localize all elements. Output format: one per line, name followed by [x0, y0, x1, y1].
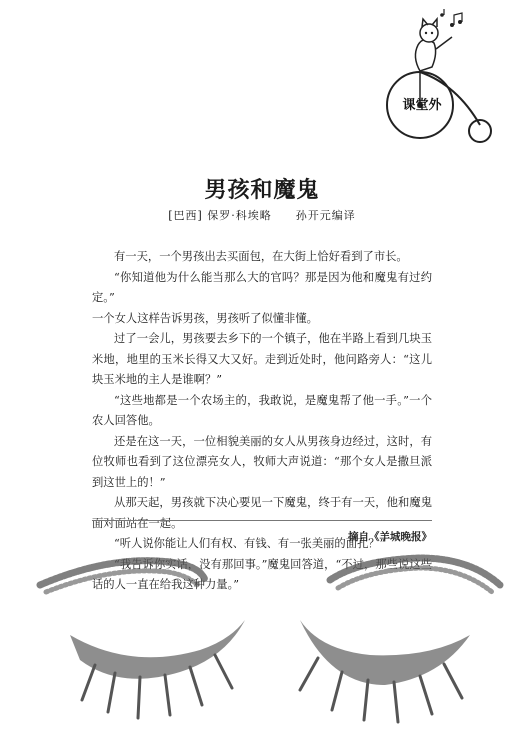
paragraph: 一个女人这样告诉男孩，男孩听了似懂非懂。	[92, 311, 318, 325]
paragraph: “我告诉你实话，没有那回事。”魔鬼回答道，“不过，那些说这些话的人一直在给我这种力量。”	[92, 557, 432, 591]
cat-on-bicycle-illustration	[382, 5, 502, 155]
article-title: 男孩和魔鬼	[204, 178, 320, 203]
paragraph: 过了一会儿，男孩要去乡下的一个镇子，他在半路上看到几块玉米地，地里的玉米长得又大又好。走到近处时，他问路旁人：“这儿块玉米地的主人是谁啊？”	[92, 332, 432, 386]
section-badge: 课堂外	[402, 98, 442, 113]
divider	[92, 520, 432, 521]
paragraph: “这些地都是一个农场主的，我敢说，是魔鬼帮了他一手。”一个农人回答他。	[92, 393, 432, 427]
paragraph: 从那天起，男孩就下决心要见一下魔鬼，终于有一天，他和魔鬼面对面站在一起。	[92, 496, 432, 530]
paragraph: “听人说你能让人们有权、有钱、有一张美丽的面孔？”	[114, 537, 386, 550]
article-byline: [巴西] 保罗·科埃略 孙开元编译	[168, 209, 356, 222]
paragraph: “你知道他为什么能当那么大的官吗？那是因为他和魔鬼有过约定。”	[92, 270, 432, 304]
paragraph: 还是在这一天，一位相貌美丽的女人从男孩身边经过，这时，有位牧师也看到了这位漂亮女人，牧师大声说道：“那个女人是撒旦派到这世上的！”	[92, 434, 432, 489]
source-citation: 摘自《羊城晚报》	[348, 531, 432, 543]
closed-eyes-illustration	[0, 540, 524, 737]
paragraph: 有一天，一个男孩出去买面包，在大街上恰好看到了市长。	[114, 250, 408, 263]
